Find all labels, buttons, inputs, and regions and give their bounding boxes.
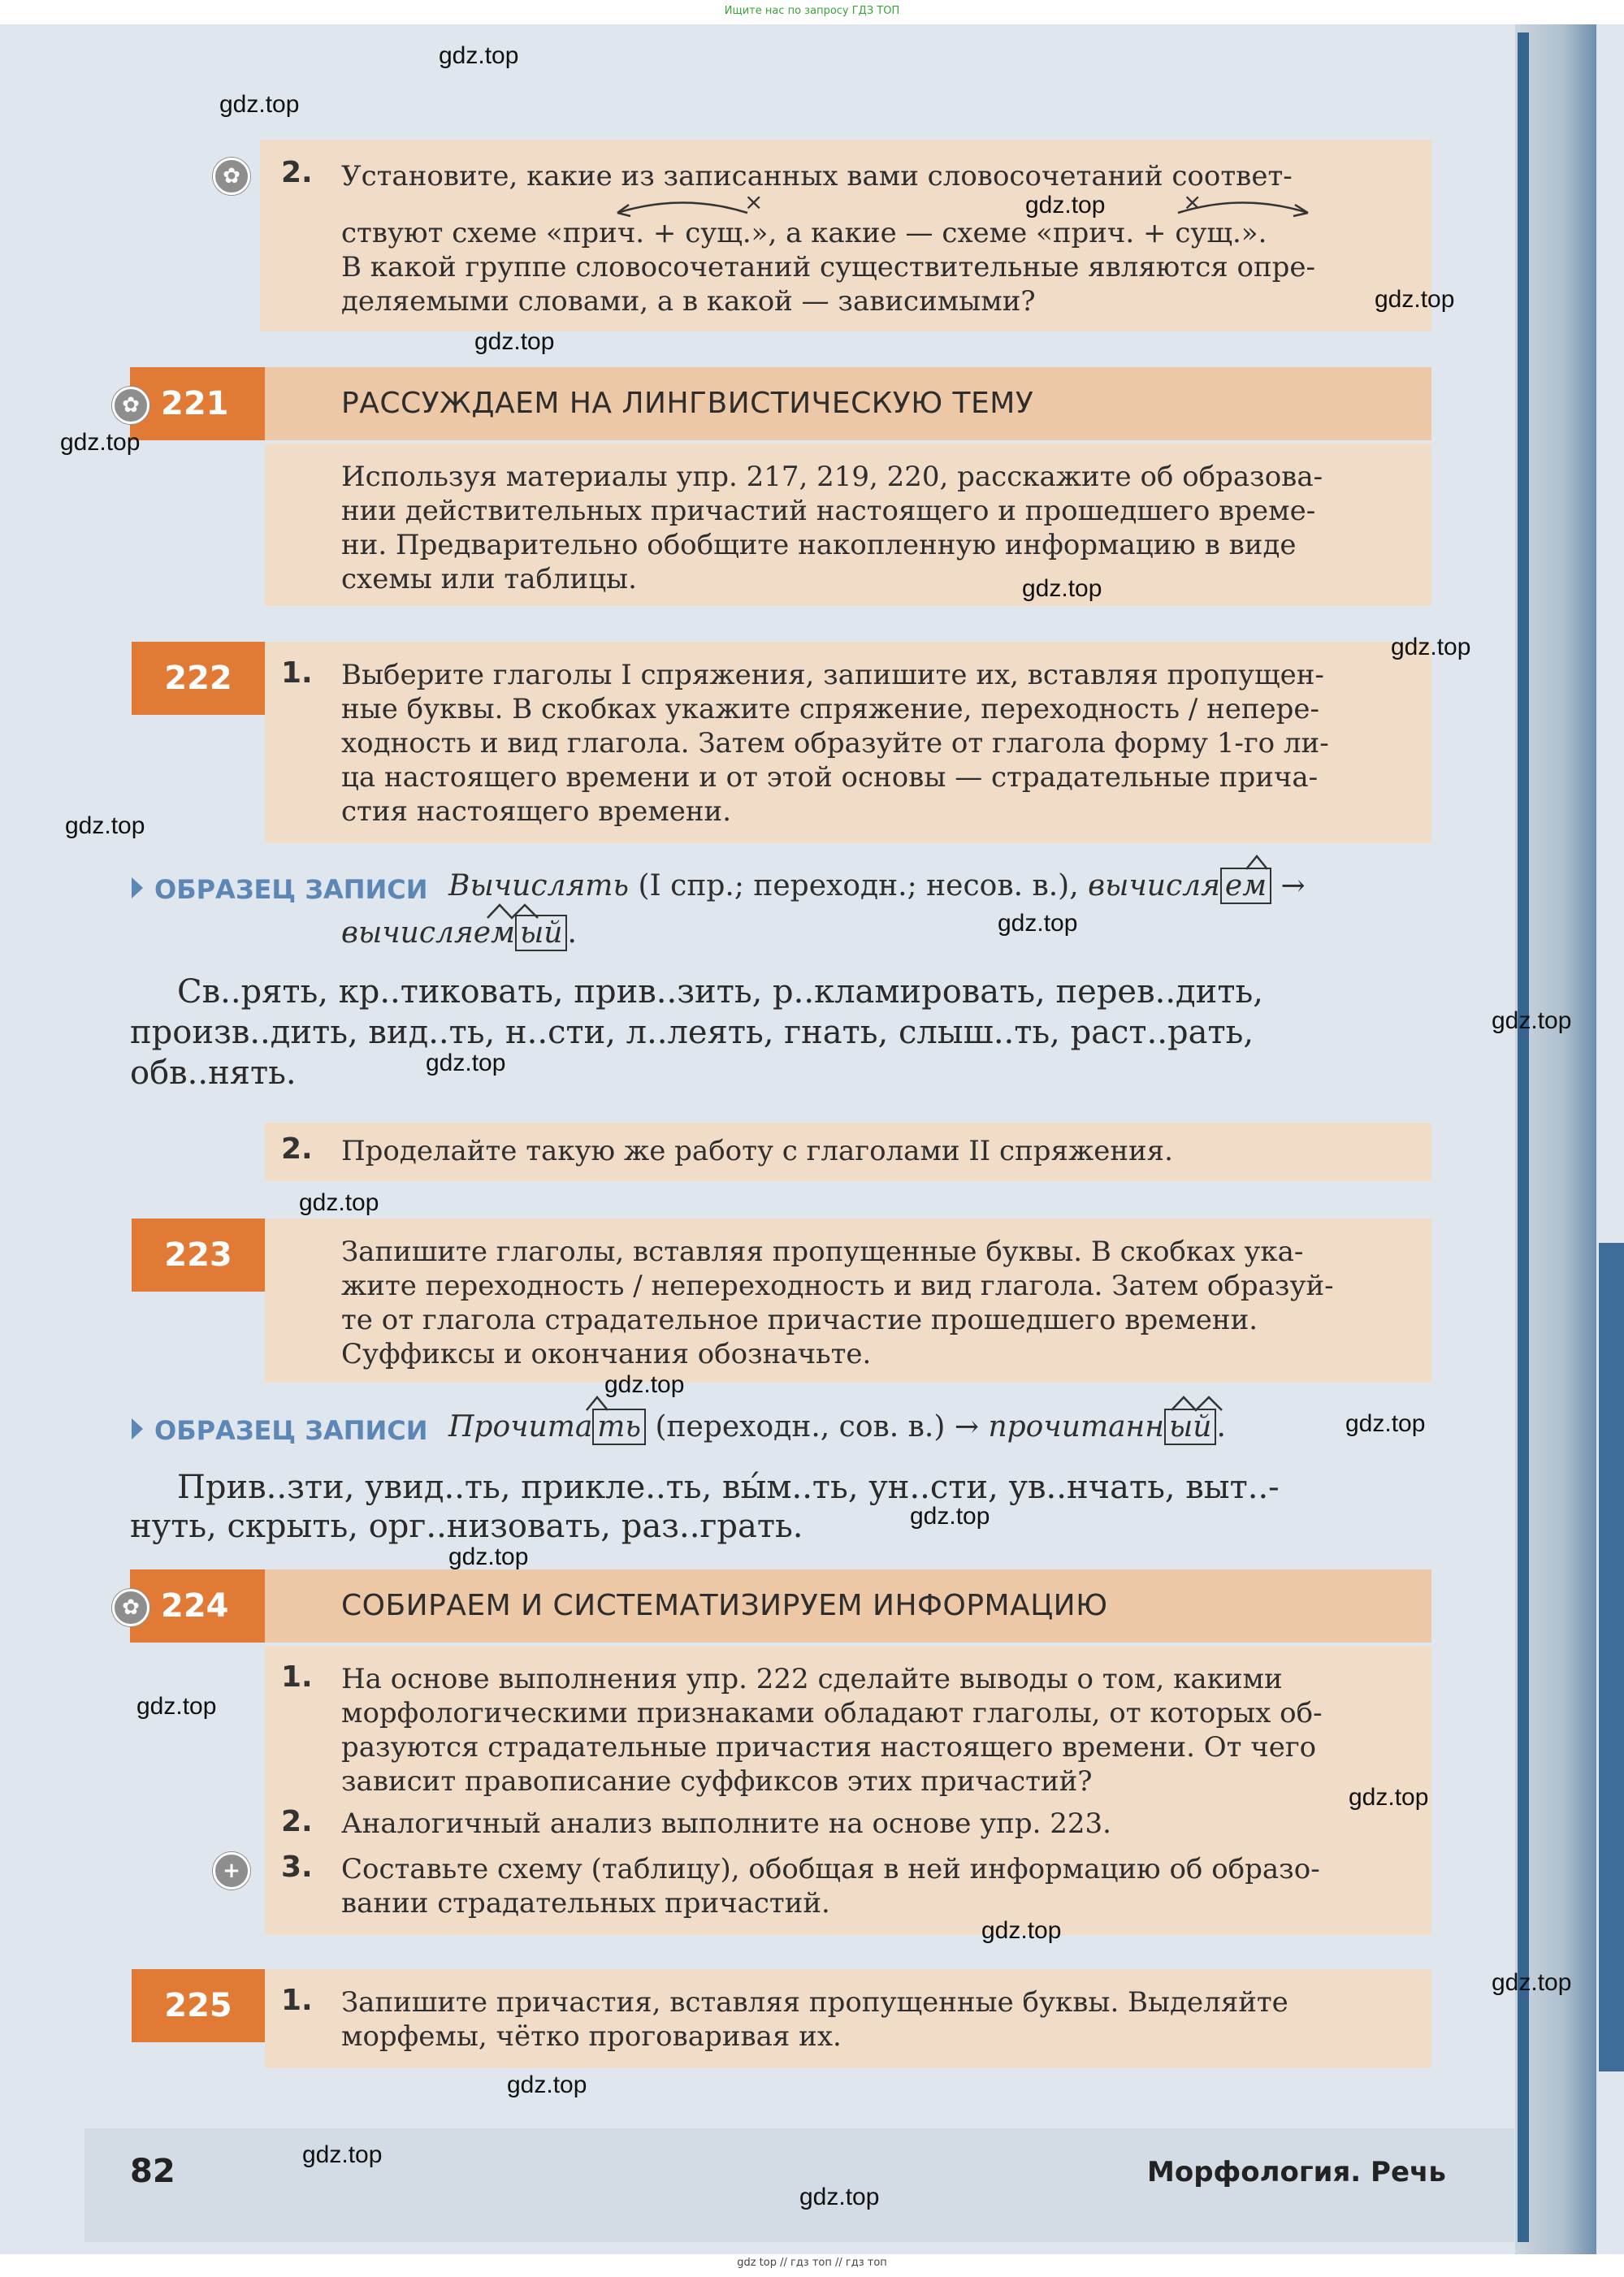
watermark: gdz.top (439, 42, 519, 69)
page-number: 82 (130, 2153, 175, 2190)
sample-ending: ть (592, 1409, 646, 1445)
task-225-line-1: Запишите причастия, вставляя пропущенные буквы. Выделяйте (341, 1986, 1288, 2019)
sample-info: (переходн., сов. в.) → (646, 1410, 989, 1444)
item-number: 1. (281, 656, 313, 690)
flower-icon: ✿ (112, 1589, 149, 1626)
task-223-line-4: Суффиксы и окончания обозначьте. (341, 1338, 872, 1370)
watermark: gdz.top (136, 1693, 217, 1720)
watermark: gdz.top (604, 1371, 685, 1398)
task-224-item-1-line-3: разуются страдательные причастия настоящего времени. От чего (341, 1731, 1317, 1764)
sample-word: Вычислять (448, 869, 630, 903)
sample-222-line-1 (448, 869, 1306, 903)
scheme-mark-1: × (744, 188, 764, 215)
item-number: 2. (281, 1805, 313, 1838)
sample-word: прочитанн (988, 1410, 1164, 1444)
task-222-line-2: ные буквы. В скобках укажите спряжение, переходность / непере- (341, 693, 1320, 725)
task-223-number: 223 (132, 1219, 265, 1292)
suffix-caret-icon (1170, 1394, 1227, 1412)
task-224-item-1-line-1: На основе выполнения упр. 222 сделайте выводы о том, какими (341, 1663, 1283, 1695)
sample-label: ОБРАЗЕЦ ЗАПИСИ (154, 874, 428, 905)
task-221-line-4: схемы или таблицы. (341, 563, 637, 595)
bottom-note: gdz top // гдз топ // гдз топ (737, 2257, 887, 2269)
watermark: gdz.top (799, 2184, 880, 2210)
task-224-heading: СОБИРАЕМ И СИСТЕМАТИЗИРУЕМ ИНФОРМАЦИЮ (341, 1589, 1108, 1622)
suffix-caret-icon (1245, 853, 1269, 871)
watermark: gdz.top (60, 429, 141, 456)
arrow: → (1280, 869, 1306, 903)
plus-icon: + (213, 1852, 250, 1890)
watermark: gdz.top (448, 1543, 529, 1570)
item-number: 2. (281, 156, 313, 189)
sample-223-line (448, 1410, 1226, 1444)
watermark: gdz.top (299, 1189, 379, 1216)
suffix-caret-icon (486, 902, 543, 920)
task-222-number: 222 (132, 642, 265, 715)
task-224-item-3-line-2: вании страдательных причастий. (341, 1887, 830, 1920)
section-title: Морфология. Речь (1147, 2156, 1446, 2188)
watermark: gdz.top (474, 328, 555, 355)
sample-222-line-2 (341, 916, 577, 950)
watermark: gdz.top (1349, 1784, 1429, 1811)
item-number: 1. (281, 1984, 313, 2017)
watermark: gdz.top (1025, 192, 1106, 219)
task-221-number: 221 (130, 367, 265, 440)
task-220-line-4: деляемыми словами, а в какой — зависимыми? (341, 285, 1036, 318)
task-221-line-3: ни. Предварительно обобщите накопленную информацию в виде (341, 529, 1297, 561)
task-224-item-1-line-4: зависит правописание суффиксов этих причастий? (341, 1765, 1093, 1798)
task-220-line-2: ствуют схеме «прич. + сущ.», а какие — схеме «прич. + сущ.». (341, 217, 1267, 249)
task-222-item-2-text: Проделайте такую же работу с глаголами II спряжения. (341, 1135, 1173, 1167)
sample-end: . (1216, 1410, 1226, 1444)
watermark: gdz.top (302, 2141, 383, 2168)
task-225-line-2: морфемы, чётко проговаривая их. (341, 2020, 842, 2053)
sample-ending: ый (515, 915, 568, 951)
watermark: gdz.top (65, 812, 145, 839)
watermark: gdz.top (507, 2071, 587, 2098)
page-edge-tab (1599, 1243, 1624, 2071)
sample-word: вычисля (1088, 869, 1220, 903)
arrow-left-icon (617, 203, 747, 217)
watermark: gdz.top (1391, 634, 1471, 660)
watermark: gdz.top (910, 1503, 990, 1530)
task-222-line-4: ца настоящего времени и от этой основы — страдательные прича- (341, 761, 1319, 794)
watermark: gdz.top (1022, 575, 1102, 602)
sample-ending: ем (1220, 868, 1271, 904)
task-224-number: 224 (130, 1569, 265, 1643)
watermark: gdz.top (219, 91, 300, 118)
scheme-mark-2: × (1183, 188, 1202, 215)
task-223-line-2: жите переходность / непереходность и вид глагола. Затем образуй- (341, 1270, 1334, 1302)
task-224-item-3-line-1: Составьте схему (таблицу), обобщая в ней информацию об образо- (341, 1853, 1320, 1885)
triangle-marker-icon (132, 1418, 143, 1439)
watermark: gdz.top (981, 1917, 1062, 1944)
watermark: gdz.top (1345, 1410, 1426, 1437)
watermark: gdz.top (1492, 1007, 1572, 1034)
task-225-number: 225 (132, 1969, 265, 2042)
watermark: gdz.top (1492, 1969, 1572, 1996)
top-note: Ищите нас по запросу ГДЗ ТОП (724, 5, 900, 17)
task-223-line-3: те от глагола страдательное причастие прошедшего времени. (341, 1304, 1258, 1336)
watermark: gdz.top (998, 910, 1078, 937)
exercise-words-line-2: нуть, скрыть, орг..низовать, раз..грать. (130, 1508, 803, 1545)
task-224-item-2-text: Аналогичный анализ выполните на основе упр. 223. (341, 1807, 1111, 1840)
book-spine-edge (1518, 32, 1529, 2242)
flower-icon: ✿ (213, 158, 250, 195)
task-222-line-1: Выберите глаголы I спряжения, запишите их, вставляя пропущен- (341, 659, 1324, 691)
watermark: gdz.top (1375, 286, 1455, 313)
sample-word: вычисляем (341, 916, 515, 950)
sample-label: ОБРАЗЕЦ ЗАПИСИ (154, 1415, 428, 1446)
item-number: 3. (281, 1851, 313, 1884)
exercise-words-line-1: Прив..зти, увид..ть, прикле..ть, вы́м..ть, ун..сти, ув..нчать, выт..- (177, 1469, 1280, 1506)
task-220-line-1: Установите, какие из записанных вами словосочетаний соответ- (341, 160, 1293, 193)
exercise-words-line-1: Св..рять, кр..тиковать, прив..зить, р..кламировать, перев..дить, (177, 973, 1263, 1011)
exercise-words-line-2: произв..дить, вид..ть, н..сти, л..леять, гнать, слыш..ть, раст..рать, (130, 1014, 1254, 1051)
watermark: gdz.top (426, 1050, 506, 1076)
sample-word: Прочита (448, 1410, 593, 1444)
sample-ending: ый (1164, 1409, 1217, 1445)
task-221-line-1: Используя материалы упр. 217, 219, 220, расскажите об образова- (341, 461, 1323, 493)
task-222-line-3: ходность и вид глагола. Затем образуйте от глагола форму 1-го ли- (341, 727, 1329, 760)
exercise-words-line-3: обв..нять. (130, 1054, 297, 1092)
sample-end: . (567, 916, 577, 950)
task-220-line-3: В какой группе словосочетаний существительные являются опре- (341, 251, 1316, 284)
item-number: 1. (281, 1660, 313, 1694)
task-223-line-1: Запишите глаголы, вставляя пропущенные буквы. В скобках ука- (341, 1236, 1304, 1268)
flower-icon: ✿ (112, 387, 149, 424)
task-221-line-2: нии действительных причастий настоящего и прошедшего време- (341, 495, 1316, 527)
task-221-heading: РАССУЖДАЕМ НА ЛИНГВИСТИЧЕСКУЮ ТЕМУ (341, 387, 1034, 420)
task-222-line-5: стия настоящего времени. (341, 795, 732, 828)
triangle-marker-icon (132, 877, 143, 898)
task-224-item-1-line-2: морфологическими признаками обладают глаголы, от которых об- (341, 1697, 1323, 1729)
item-number: 2. (281, 1132, 313, 1166)
sample-info: (I спр.; переходн.; несов. в.), (629, 869, 1089, 903)
